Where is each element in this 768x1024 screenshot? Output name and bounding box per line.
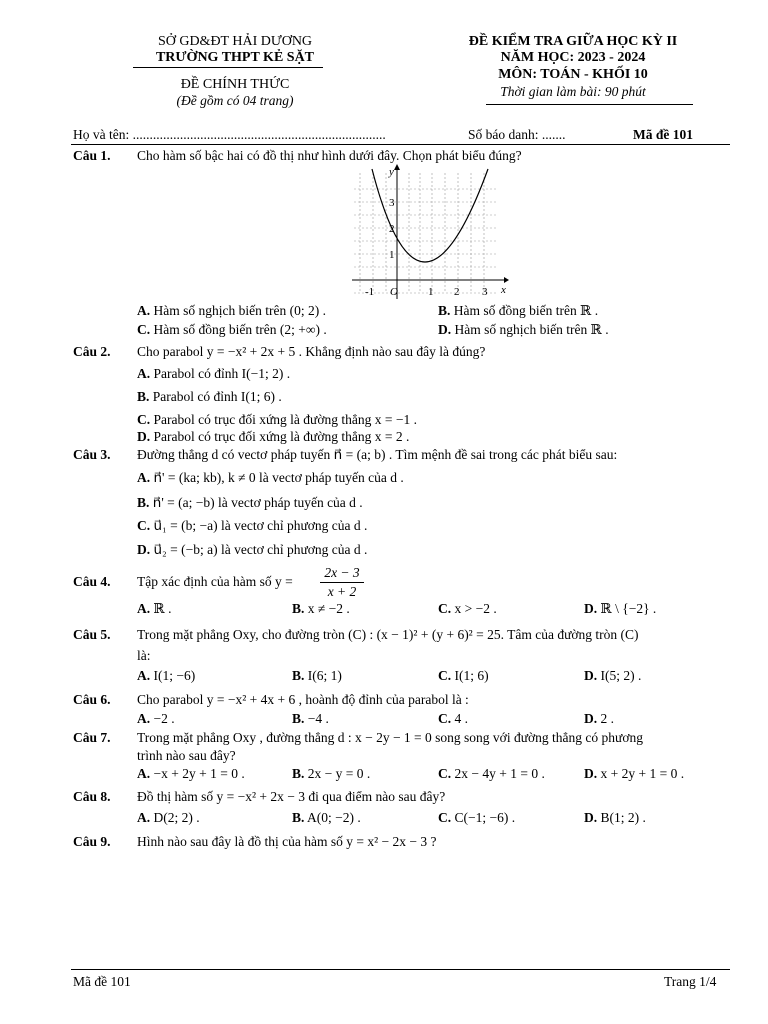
- q5-label: Câu 5.: [73, 627, 111, 642]
- q2-option-d[interactable]: [137, 429, 409, 445]
- option-letter: A.: [137, 668, 151, 683]
- q3-text: Đường thẳng d có vectơ pháp tuyến n⃗ = (a; b) . Tìm mệnh đề sai trong các phát biểu sau:: [137, 447, 618, 462]
- q6-option-d[interactable]: [584, 711, 614, 727]
- official-label: ĐỀ CHÍNH THỨC: [180, 77, 290, 92]
- q3-label: Câu 3.: [73, 447, 111, 462]
- q9-text: Hình nào sau đây là đồ thị của hàm số y = x² − 2x − 3 ?: [137, 834, 437, 849]
- option-text: 2x − 4y + 1 = 0 .: [454, 766, 545, 781]
- option-letter: D.: [584, 810, 598, 825]
- option-text: u⃗₁ = (b; −a) là vectơ chỉ phương của d .: [153, 518, 368, 533]
- footer-page-number: Trang 1/4: [664, 974, 717, 989]
- parabola-graph-svg: [348, 163, 510, 303]
- option-letter: C.: [438, 668, 452, 683]
- option-text: I(5; 2) .: [600, 668, 642, 683]
- option-text: 2x − y = 0 .: [307, 766, 371, 781]
- option-letter: B.: [137, 389, 150, 404]
- option-text: −4 .: [307, 711, 329, 726]
- q8-option-d[interactable]: [584, 810, 646, 826]
- option-text: Parabol có trục đối xứng là đường thẳng x = −1 .: [153, 412, 417, 427]
- origin-label: O: [390, 286, 398, 298]
- option-text: n⃗' = (ka; kb), k ≠ 0 là vectơ pháp tuyến của d .: [153, 470, 404, 485]
- footer-exam-code: Mã đề 101: [73, 974, 131, 989]
- q2-option-a[interactable]: [137, 366, 290, 382]
- option-text: ℝ .: [153, 601, 172, 616]
- footer-divider: [71, 969, 730, 970]
- option-letter: D.: [438, 322, 452, 337]
- option-text: I(6; 1): [307, 668, 342, 683]
- q6-option-a[interactable]: [137, 711, 175, 727]
- q4-option-c[interactable]: [438, 601, 497, 617]
- option-letter: C.: [438, 711, 452, 726]
- option-letter: D.: [137, 542, 151, 557]
- option-text: Parabol có trục đối xứng là đường thẳng x = 2 .: [153, 429, 410, 444]
- q7-option-c[interactable]: [438, 766, 545, 782]
- y-tick-1: 1: [389, 249, 395, 261]
- time-limit: Thời gian làm bài: 90 phút: [500, 84, 646, 99]
- option-letter: C.: [438, 766, 452, 781]
- option-text: Hàm số nghịch biến trên (0; 2) .: [153, 303, 326, 318]
- option-text: x + 2y + 1 = 0 .: [600, 766, 685, 781]
- option-text: 4 .: [454, 711, 468, 726]
- q7-label: Câu 7.: [73, 730, 111, 745]
- department-name: SỞ GD&ĐT HẢI DƯƠNG: [157, 34, 313, 49]
- y-axis-label: y: [389, 166, 394, 178]
- subject: MÔN: TOÁN - KHỐI 10: [498, 67, 648, 82]
- option-letter: D.: [137, 429, 151, 444]
- x-tick-3: 3: [482, 286, 488, 298]
- option-letter: C.: [438, 810, 452, 825]
- q9-label: Câu 9.: [73, 834, 111, 849]
- q3-option-b[interactable]: [137, 495, 363, 511]
- option-text: B(1; 2) .: [600, 810, 646, 825]
- q6-option-b[interactable]: [292, 711, 329, 727]
- option-text: Hàm số đồng biến trên ℝ .: [453, 303, 599, 318]
- q4-option-b[interactable]: [292, 601, 350, 617]
- option-text: I(1; 6): [454, 668, 489, 683]
- option-text: 2 .: [600, 711, 614, 726]
- q1-option-a[interactable]: [137, 303, 326, 319]
- q8-option-b[interactable]: [292, 810, 361, 826]
- exam-title: ĐỀ KIỂM TRA GIỮA HỌC KỲ II: [468, 34, 678, 49]
- q1-option-c[interactable]: [137, 322, 327, 338]
- q1-option-d[interactable]: [438, 322, 609, 338]
- q6-label: Câu 6.: [73, 692, 111, 707]
- option-letter: B.: [292, 601, 305, 616]
- option-text: x > −2 .: [454, 601, 497, 616]
- y-axis-arrow: [394, 164, 400, 170]
- option-text: C(−1; −6) .: [454, 810, 516, 825]
- option-letter: D.: [584, 766, 598, 781]
- q3-option-d[interactable]: [137, 542, 367, 558]
- option-letter: C.: [137, 518, 151, 533]
- exam-code: Mã đề 101: [633, 127, 693, 142]
- option-letter: A.: [137, 766, 151, 781]
- option-text: Hàm số nghịch biến trên ℝ .: [454, 322, 609, 337]
- q4-text: Tập xác định của hàm số y =: [137, 574, 293, 589]
- x-tick-neg1: -1: [365, 286, 375, 298]
- option-letter: C.: [137, 322, 151, 337]
- header-underline: [486, 104, 693, 105]
- q5-option-a[interactable]: [137, 668, 195, 684]
- option-letter: B.: [292, 766, 305, 781]
- option-letter: B.: [438, 303, 451, 318]
- q6-text: Cho parabol y = −x² + 4x + 6 , hoành độ đỉnh của parabol là :: [137, 692, 469, 707]
- q5-option-c[interactable]: [438, 668, 489, 684]
- option-letter: A.: [137, 470, 151, 485]
- option-text: I(1; −6): [153, 668, 196, 683]
- student-line-divider: [71, 144, 730, 145]
- q6-option-c[interactable]: [438, 711, 468, 727]
- q7-text-line2: trình nào sau đây?: [137, 748, 236, 763]
- q7-option-d[interactable]: [584, 766, 684, 782]
- option-letter: C.: [438, 601, 452, 616]
- option-text: −2 .: [153, 711, 175, 726]
- option-letter: A.: [137, 810, 151, 825]
- x-tick-1: 1: [428, 286, 434, 298]
- option-letter: D.: [584, 601, 598, 616]
- q2-label: Câu 2.: [73, 344, 111, 359]
- option-text: A(0; −2) .: [307, 810, 361, 825]
- q8-label: Câu 8.: [73, 789, 111, 804]
- y-tick-3: 3: [389, 197, 395, 209]
- option-letter: B.: [292, 711, 305, 726]
- q7-option-a[interactable]: [137, 766, 245, 782]
- q3-option-c[interactable]: [137, 518, 367, 534]
- q4-denominator: x + 2: [327, 584, 357, 599]
- option-text: D(2; 2) .: [153, 810, 200, 825]
- option-letter: B.: [137, 495, 150, 510]
- option-letter: D.: [584, 668, 598, 683]
- school-year: NĂM HỌC: 2023 - 2024: [500, 50, 646, 65]
- student-name-field: Họ và tên: ...........................................................................: [73, 127, 386, 142]
- option-letter: A.: [137, 601, 151, 616]
- x-tick-2: 2: [454, 286, 460, 298]
- q7-text: Trong mặt phẳng Oxy , đường thẳng d : x − 2y − 1 = 0 song song với đường thẳng có phương: [137, 730, 643, 745]
- x-axis-label: x: [501, 284, 506, 296]
- option-letter: D.: [584, 711, 598, 726]
- option-letter: C.: [137, 412, 151, 427]
- option-text: ℝ \ {−2} .: [600, 601, 657, 616]
- school-name: TRƯỜNG THPT KẺ SẶT: [155, 50, 315, 65]
- q1-option-b[interactable]: [438, 303, 598, 319]
- option-text: Parabol có đỉnh I(1; 6) .: [152, 389, 282, 404]
- y-tick-2: 2: [389, 223, 395, 235]
- student-id-field: Số báo danh: .......: [468, 127, 566, 142]
- option-text: u⃗₂ = (−b; a) là vectơ chỉ phương của d .: [153, 542, 368, 557]
- option-text: x ≠ −2 .: [307, 601, 350, 616]
- option-letter: B.: [292, 810, 305, 825]
- q4-option-d[interactable]: [584, 601, 656, 617]
- option-text: Parabol có đỉnh I(−1; 2) .: [153, 366, 291, 381]
- q8-option-a[interactable]: [137, 810, 200, 826]
- q8-text: Đồ thị hàm số y = −x² + 2x − 3 đi qua điểm nào sau đây?: [137, 789, 446, 804]
- q4-numerator: 2x − 3: [324, 565, 360, 580]
- q5-option-d[interactable]: [584, 668, 641, 684]
- q5-text-line2: là:: [137, 648, 151, 663]
- option-text: −x + 2y + 1 = 0 .: [153, 766, 245, 781]
- q4-option-a[interactable]: [137, 601, 171, 617]
- graph-grid: [354, 173, 498, 293]
- school-underline: [133, 67, 323, 68]
- q5-option-b[interactable]: [292, 668, 342, 684]
- q7-option-b[interactable]: [292, 766, 370, 782]
- option-letter: A.: [137, 366, 151, 381]
- q5-text: Trong mặt phẳng Oxy, cho đường tròn (C) : (x − 1)² + (y + 6)² = 25. Tâm của đường tròn (C): [137, 627, 639, 642]
- parabola-graph: [348, 163, 510, 307]
- option-letter: B.: [292, 668, 305, 683]
- q4-label: Câu 4.: [73, 574, 111, 589]
- pages-note: (Đề gồm có 04 trang): [176, 93, 294, 108]
- q8-option-c[interactable]: [438, 810, 515, 826]
- q1-label: Câu 1.: [73, 148, 111, 163]
- q2-option-c[interactable]: [137, 412, 417, 428]
- q4-fraction-bar: [320, 582, 364, 583]
- q2-option-b[interactable]: [137, 389, 282, 405]
- q3-option-a[interactable]: [137, 470, 404, 486]
- option-text: n⃗' = (a; −b) là vectơ pháp tuyến của d .: [152, 495, 363, 510]
- q2-text: Cho parabol y = −x² + 2x + 5 . Khẳng định nào sau đây là đúng?: [137, 344, 486, 359]
- x-axis-arrow: [504, 277, 509, 283]
- q1-text: Cho hàm số bậc hai có đồ thị như hình dưới đây. Chọn phát biểu đúng?: [137, 148, 522, 163]
- option-text: Hàm số đồng biến trên (2; +∞) .: [153, 322, 327, 337]
- option-letter: A.: [137, 711, 151, 726]
- option-letter: A.: [137, 303, 151, 318]
